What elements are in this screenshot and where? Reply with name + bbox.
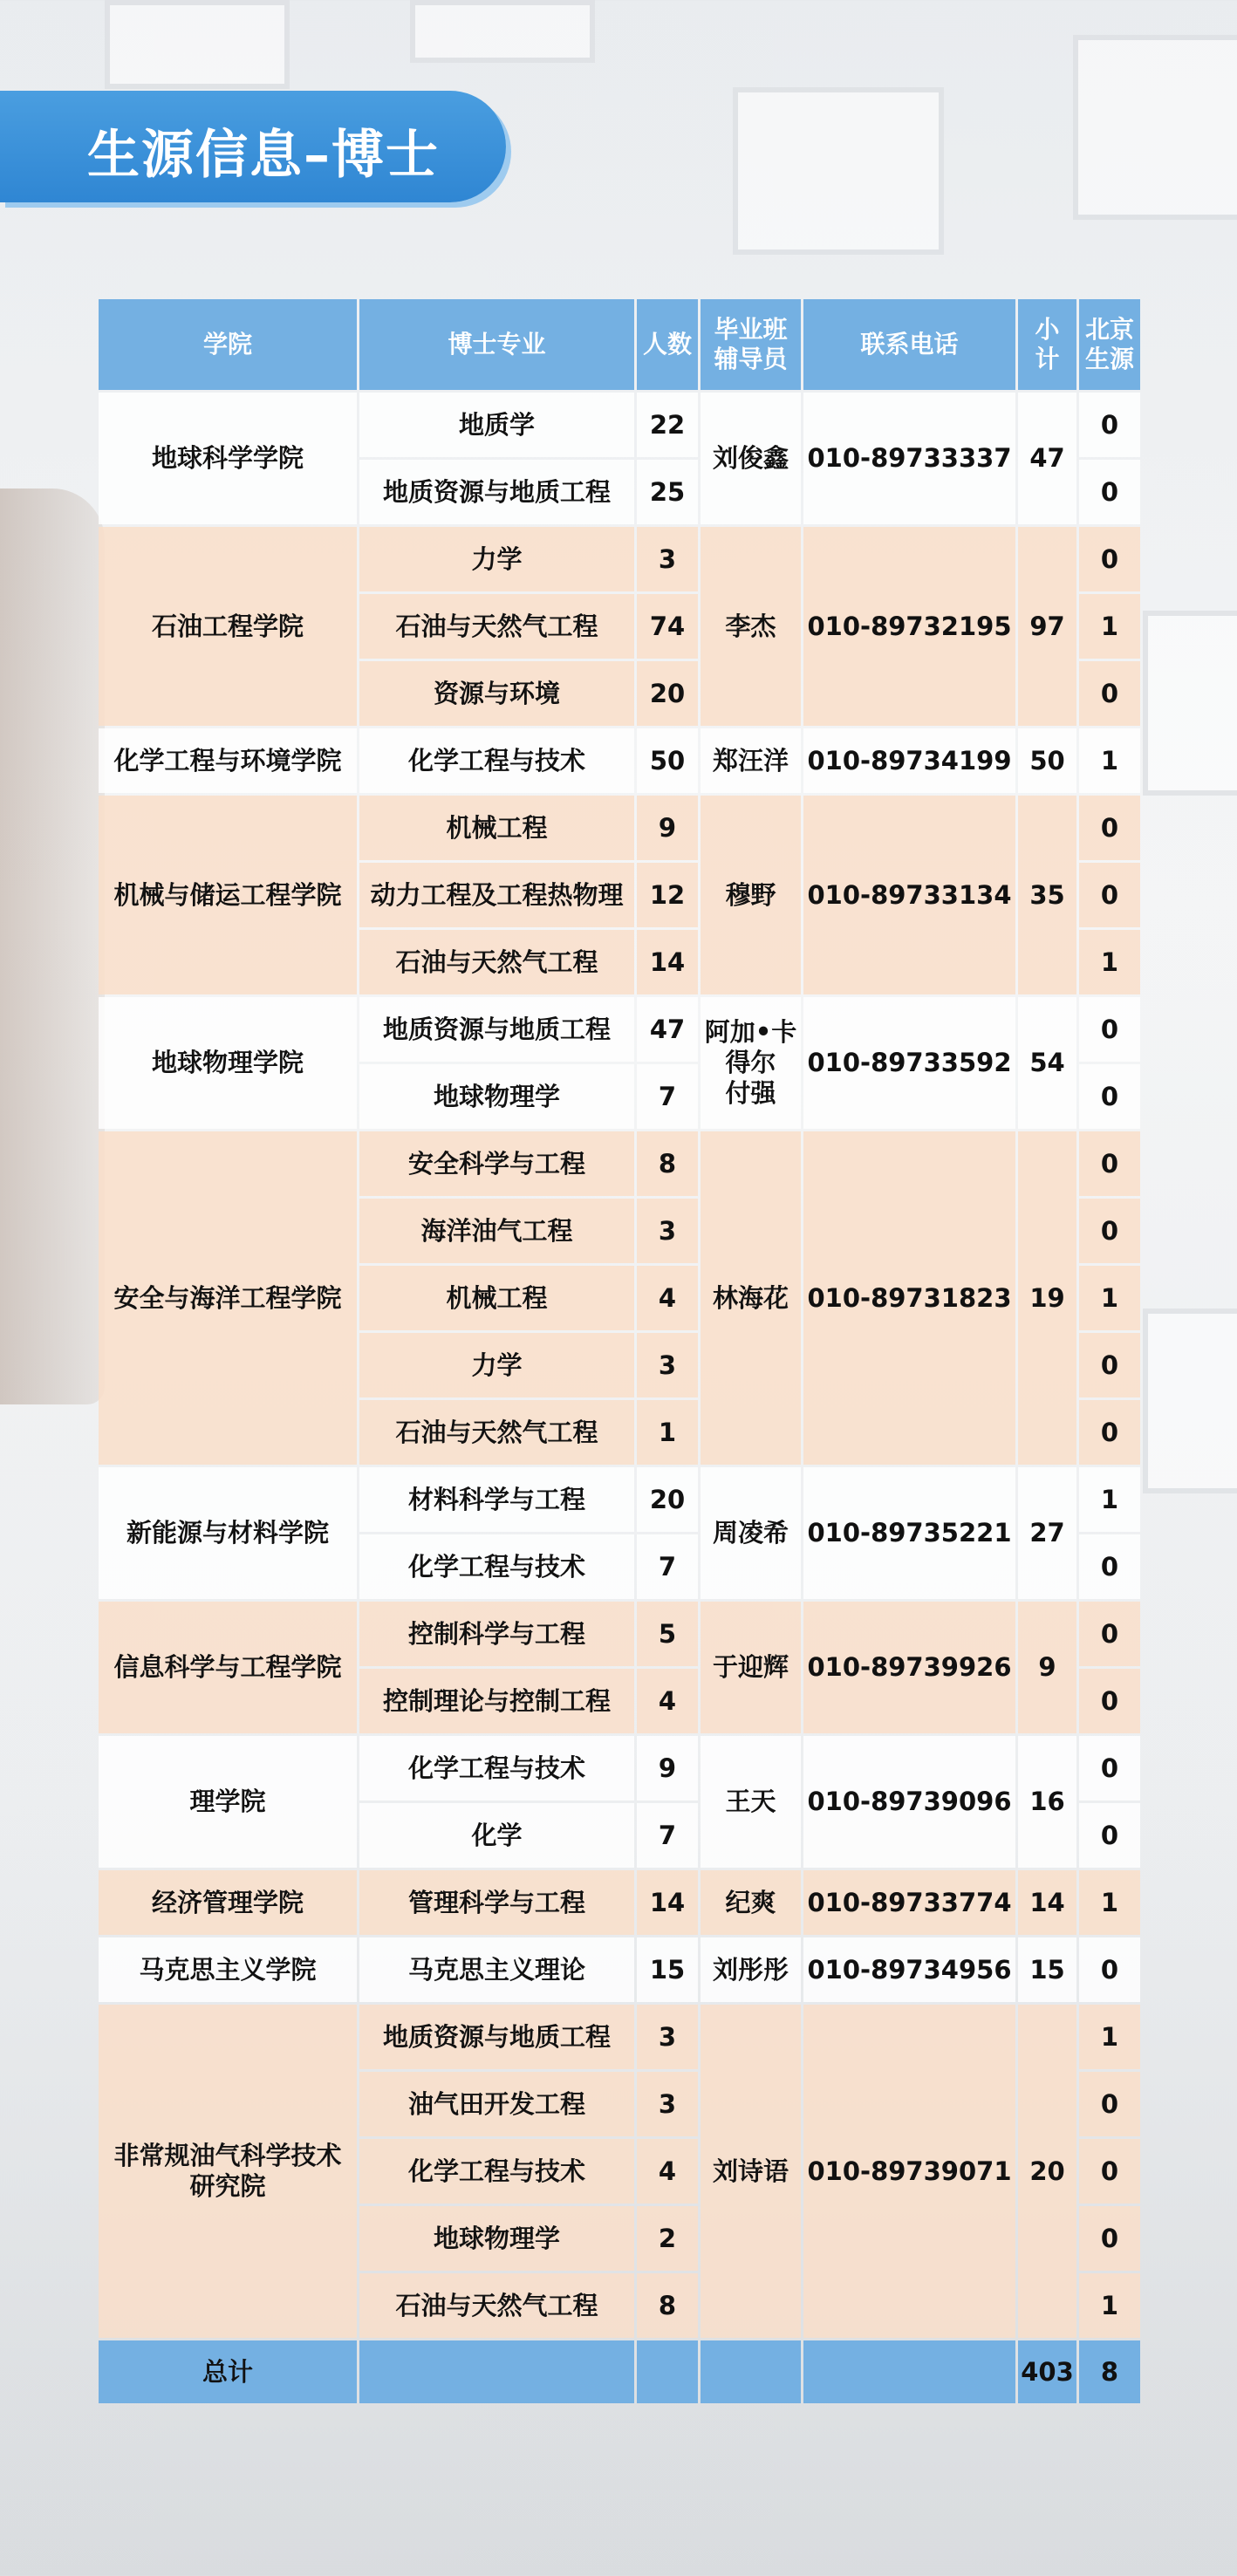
count-cell: 74	[637, 594, 698, 659]
beijing-cell: 0	[1079, 997, 1140, 1062]
counselor-cell: 阿加•卡 得尔 付强	[701, 997, 801, 1129]
college-cell: 石油工程学院	[99, 527, 357, 726]
table-row	[99, 1602, 1140, 1666]
college-cell: 新能源与材料学院	[99, 1467, 357, 1599]
table-row	[99, 527, 1140, 591]
counselor-cell: 刘俊鑫	[701, 393, 801, 524]
beijing-cell: 1	[1079, 930, 1140, 994]
major-cell: 材料科学与工程	[359, 1467, 634, 1532]
beijing-cell: 0	[1079, 796, 1140, 860]
table-row	[99, 2005, 1140, 2069]
table-row	[99, 1131, 1140, 1196]
beijing-cell: 0	[1079, 1400, 1140, 1465]
total-subtotal: 403	[1018, 2340, 1076, 2403]
background-window	[105, 0, 290, 89]
count-cell: 1	[637, 1400, 698, 1465]
major-cell: 化学工程与技术	[359, 1534, 634, 1599]
beijing-cell: 0	[1079, 1937, 1140, 2002]
counselor-cell: 李杰	[701, 527, 801, 726]
counselor-cell: 周凌希	[701, 1467, 801, 1599]
major-cell: 化学工程与技术	[359, 1736, 634, 1800]
count-cell: 8	[637, 2273, 698, 2338]
subtotal-cell: 27	[1018, 1467, 1076, 1599]
major-cell: 机械工程	[359, 1266, 634, 1330]
page-title: 生源信息–博士	[87, 125, 440, 186]
phone-cell: 010-89739926	[803, 1602, 1015, 1733]
counselor-cell: 穆野	[701, 796, 801, 994]
major-cell: 控制科学与工程	[359, 1602, 634, 1666]
major-cell: 管理科学与工程	[359, 1870, 634, 1935]
major-cell: 控制理论与控制工程	[359, 1669, 634, 1733]
table-row	[99, 728, 1140, 793]
beijing-cell: 1	[1079, 1266, 1140, 1330]
subtotal-cell: 97	[1018, 527, 1076, 726]
phone-cell: 010-89735221	[803, 1467, 1015, 1599]
count-cell: 12	[637, 863, 698, 927]
background-window	[733, 87, 944, 255]
table-row	[99, 796, 1140, 860]
beijing-cell: 0	[1079, 1131, 1140, 1196]
phone-cell: 010-89732195	[803, 527, 1015, 726]
doctoral-source-table	[96, 297, 1143, 2406]
phone-cell: 010-89733337	[803, 393, 1015, 524]
major-cell: 海洋油气工程	[359, 1199, 634, 1263]
count-cell: 4	[637, 1266, 698, 1330]
major-cell: 马克思主义理论	[359, 1937, 634, 2002]
major-cell: 机械工程	[359, 796, 634, 860]
count-cell: 7	[637, 1803, 698, 1868]
total-row	[99, 2340, 1140, 2403]
header-row	[99, 299, 1140, 390]
major-cell: 石油与天然气工程	[359, 594, 634, 659]
beijing-cell: 0	[1079, 2139, 1140, 2204]
count-cell: 3	[637, 2005, 698, 2069]
total-empty-cell	[637, 2340, 698, 2403]
count-cell: 50	[637, 728, 698, 793]
counselor-cell: 刘彤彤	[701, 1937, 801, 2002]
count-cell: 14	[637, 930, 698, 994]
beijing-cell: 0	[1079, 1534, 1140, 1599]
count-cell: 5	[637, 1602, 698, 1666]
major-cell: 安全科学与工程	[359, 1131, 634, 1196]
major-cell: 地质资源与地质工程	[359, 997, 634, 1062]
header-phone: 联系电话	[803, 299, 1015, 390]
subtotal-cell: 14	[1018, 1870, 1076, 1935]
table-row	[99, 393, 1140, 457]
table-row	[99, 1870, 1140, 1935]
table-row	[99, 1937, 1140, 2002]
count-cell: 3	[637, 2072, 698, 2136]
table-row	[99, 1467, 1140, 1532]
major-cell: 动力工程及工程热物理	[359, 863, 634, 927]
table-row	[99, 1736, 1140, 1800]
major-cell: 地质资源与地质工程	[359, 2005, 634, 2069]
beijing-cell: 1	[1079, 2273, 1140, 2338]
beijing-cell: 0	[1079, 527, 1140, 591]
counselor-cell: 于迎辉	[701, 1602, 801, 1733]
background-window	[1073, 35, 1237, 220]
beijing-cell: 1	[1079, 2005, 1140, 2069]
phone-cell: 010-89739096	[803, 1736, 1015, 1868]
subtotal-cell: 35	[1018, 796, 1076, 994]
major-cell: 石油与天然气工程	[359, 930, 634, 994]
major-cell: 化学	[359, 1803, 634, 1868]
subtotal-cell: 50	[1018, 728, 1076, 793]
header-college: 学院	[99, 299, 357, 390]
college-cell: 化学工程与环境学院	[99, 728, 357, 793]
background-window	[410, 0, 595, 63]
beijing-cell: 1	[1079, 594, 1140, 659]
beijing-cell: 0	[1079, 1199, 1140, 1263]
subtotal-cell: 47	[1018, 393, 1076, 524]
count-cell: 7	[637, 1534, 698, 1599]
college-cell: 经济管理学院	[99, 1870, 357, 1935]
beijing-cell: 0	[1079, 2206, 1140, 2271]
header-beijing: 北京 生源	[1079, 299, 1140, 390]
college-cell: 地球科学学院	[99, 393, 357, 524]
beijing-cell: 0	[1079, 1333, 1140, 1397]
beijing-cell: 0	[1079, 460, 1140, 524]
major-cell: 力学	[359, 1333, 634, 1397]
major-cell: 地质资源与地质工程	[359, 460, 634, 524]
beijing-cell: 0	[1079, 1669, 1140, 1733]
major-cell: 地质学	[359, 393, 634, 457]
counselor-cell: 纪爽	[701, 1870, 801, 1935]
phone-cell: 010-89739071	[803, 2005, 1015, 2338]
subtotal-cell: 15	[1018, 1937, 1076, 2002]
count-cell: 15	[637, 1937, 698, 2002]
count-cell: 4	[637, 1669, 698, 1733]
beijing-cell: 1	[1079, 1870, 1140, 1935]
college-cell: 安全与海洋工程学院	[99, 1131, 357, 1465]
total-empty-cell	[701, 2340, 801, 2403]
major-cell: 化学工程与技术	[359, 728, 634, 793]
counselor-cell: 刘诗语	[701, 2005, 801, 2338]
count-cell: 4	[637, 2139, 698, 2204]
phone-cell: 010-89731823	[803, 1131, 1015, 1465]
count-cell: 20	[637, 661, 698, 726]
college-cell: 理学院	[99, 1736, 357, 1868]
count-cell: 20	[637, 1467, 698, 1532]
total-label: 总计	[99, 2340, 357, 2403]
major-cell: 力学	[359, 527, 634, 591]
table-body	[99, 393, 1140, 2403]
count-cell: 47	[637, 997, 698, 1062]
college-cell: 非常规油气科学技术 研究院	[99, 2005, 357, 2338]
background-window	[1143, 1308, 1237, 1493]
subtotal-cell: 20	[1018, 2005, 1076, 2338]
phone-cell: 010-89733592	[803, 997, 1015, 1129]
count-cell: 25	[637, 460, 698, 524]
major-cell: 石油与天然气工程	[359, 2273, 634, 2338]
beijing-cell: 0	[1079, 863, 1140, 927]
count-cell: 22	[637, 393, 698, 457]
phone-cell: 010-89734956	[803, 1937, 1015, 2002]
subtotal-cell: 54	[1018, 997, 1076, 1129]
counselor-cell: 林海花	[701, 1131, 801, 1465]
major-cell: 地球物理学	[359, 1064, 634, 1129]
count-cell: 3	[637, 1199, 698, 1263]
beijing-cell: 0	[1079, 661, 1140, 726]
college-cell: 地球物理学院	[99, 997, 357, 1129]
beijing-cell: 0	[1079, 1602, 1140, 1666]
subtotal-cell: 16	[1018, 1736, 1076, 1868]
major-cell: 化学工程与技术	[359, 2139, 634, 2204]
beijing-cell: 1	[1079, 1467, 1140, 1532]
count-cell: 3	[637, 1333, 698, 1397]
header-subtotal: 小 计	[1018, 299, 1076, 390]
count-cell: 8	[637, 1131, 698, 1196]
college-cell: 机械与储运工程学院	[99, 796, 357, 994]
beijing-cell: 0	[1079, 1736, 1140, 1800]
subtotal-cell: 9	[1018, 1602, 1076, 1733]
phone-cell: 010-89734199	[803, 728, 1015, 793]
major-cell: 地球物理学	[359, 2206, 634, 2271]
beijing-cell: 0	[1079, 1064, 1140, 1129]
beijing-cell: 0	[1079, 393, 1140, 457]
total-beijing: 8	[1079, 2340, 1140, 2403]
phone-cell: 010-89733774	[803, 1870, 1015, 1935]
background-statue	[0, 489, 105, 1404]
major-cell: 油气田开发工程	[359, 2072, 634, 2136]
subtotal-cell: 19	[1018, 1131, 1076, 1465]
college-cell: 信息科学与工程学院	[99, 1602, 357, 1733]
background-window	[1143, 611, 1237, 796]
header-major: 博士专业	[359, 299, 634, 390]
total-empty-cell	[803, 2340, 1015, 2403]
phone-cell: 010-89733134	[803, 796, 1015, 994]
header-counselor: 毕业班 辅导员	[701, 299, 801, 390]
beijing-cell: 0	[1079, 1803, 1140, 1868]
total-empty-cell	[359, 2340, 634, 2403]
count-cell: 14	[637, 1870, 698, 1935]
counselor-cell: 郑汪洋	[701, 728, 801, 793]
beijing-cell: 1	[1079, 728, 1140, 793]
count-cell: 9	[637, 1736, 698, 1800]
count-cell: 3	[637, 527, 698, 591]
college-cell: 马克思主义学院	[99, 1937, 357, 2002]
title-banner	[0, 91, 506, 202]
count-cell: 7	[637, 1064, 698, 1129]
count-cell: 2	[637, 2206, 698, 2271]
major-cell: 石油与天然气工程	[359, 1400, 634, 1465]
counselor-cell: 王天	[701, 1736, 801, 1868]
beijing-cell: 0	[1079, 2072, 1140, 2136]
table-row	[99, 997, 1140, 1062]
header-count: 人数	[637, 299, 698, 390]
count-cell: 9	[637, 796, 698, 860]
major-cell: 资源与环境	[359, 661, 634, 726]
